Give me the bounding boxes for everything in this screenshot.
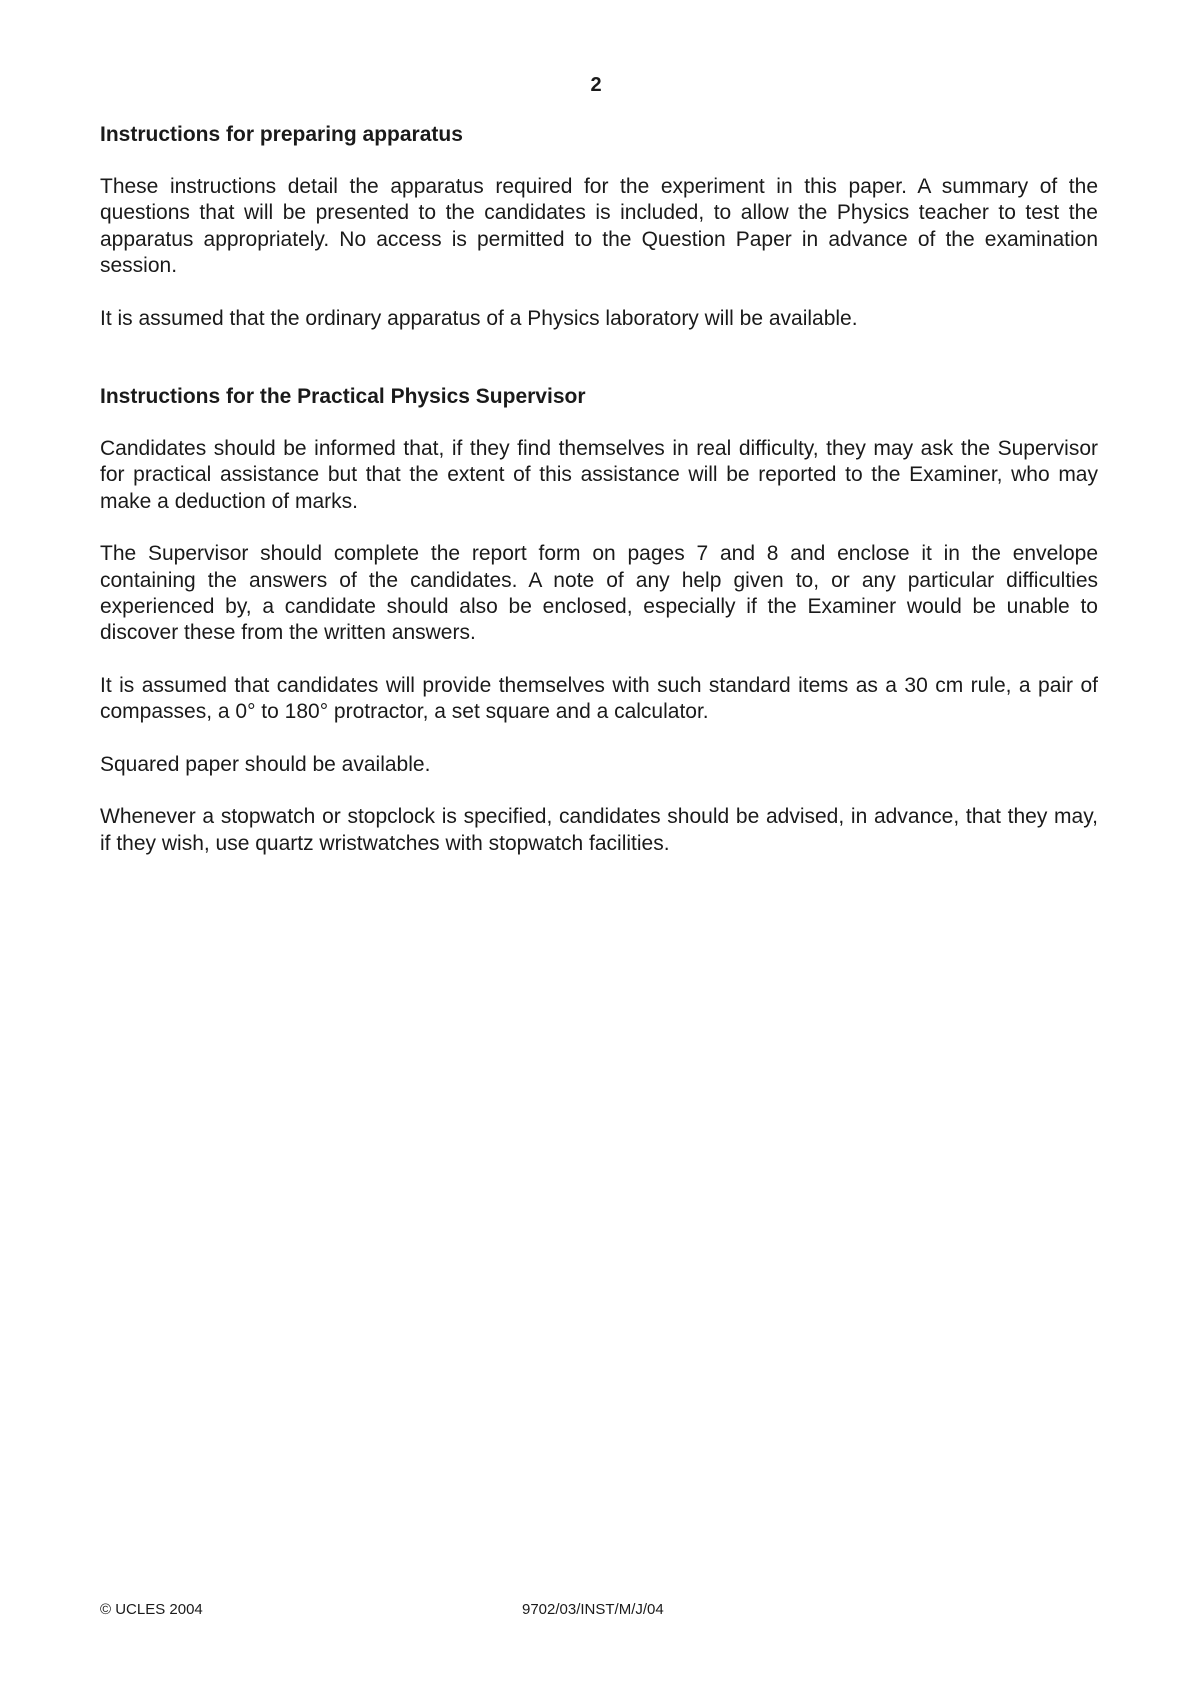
section-supervisor-instructions — [100, 384, 1098, 857]
section-spacer — [100, 332, 1098, 384]
copyright-notice: © UCLES 2004 — [100, 1601, 203, 1618]
document-code: 9702/03/INST/M/J/04 — [522, 1601, 664, 1618]
page-number: 2 — [590, 74, 602, 96]
paragraph: It is assumed that candidates will provide themselves with such standard items as a 30 cm rule, a pair of compasses, a 0° to 180° protractor, a set square and a calculator. — [100, 673, 1098, 724]
paragraph: These instructions detail the apparatus required for the experiment in this paper. A summary of the questions that will be presented to the candidates is included, to allow the Physics teacher to test the apparatus appropriately. No access is permitted to the Question Paper in advance of the examination session. — [100, 175, 1098, 278]
section-title: Instructions for the Practical Physics Supervisor — [100, 385, 586, 409]
paragraph: Squared paper should be available. — [100, 752, 431, 776]
paragraph: Candidates should be informed that, if they find themselves in real difficulty, they may ask the Supervisor for practical assistance but that the extent of this assistance will be reported to the Examiner, who may make a deduction of marks. — [100, 437, 1098, 513]
paragraph: Whenever a stopwatch or stopclock is specified, candidates should be advised, in advance, that they may, if they wish, use quartz wristwatches with stopwatch facilities. — [100, 805, 1098, 855]
paragraph: The Supervisor should complete the report form on pages 7 and 8 and enclose it in the envelope containing the answers of the candidates. A note of any help given to, or any particular difficulties experienced by, a candidate should also be enclosed, especially if the Examiner would be unable to discover these from the written answers. — [100, 542, 1098, 645]
page-footer — [100, 1601, 1098, 1621]
paragraph: It is assumed that the ordinary apparatus of a Physics laboratory will be available. — [100, 306, 858, 330]
document-body — [100, 122, 1098, 857]
section-preparing-apparatus — [100, 122, 1098, 332]
section-title: Instructions for preparing apparatus — [100, 123, 463, 146]
